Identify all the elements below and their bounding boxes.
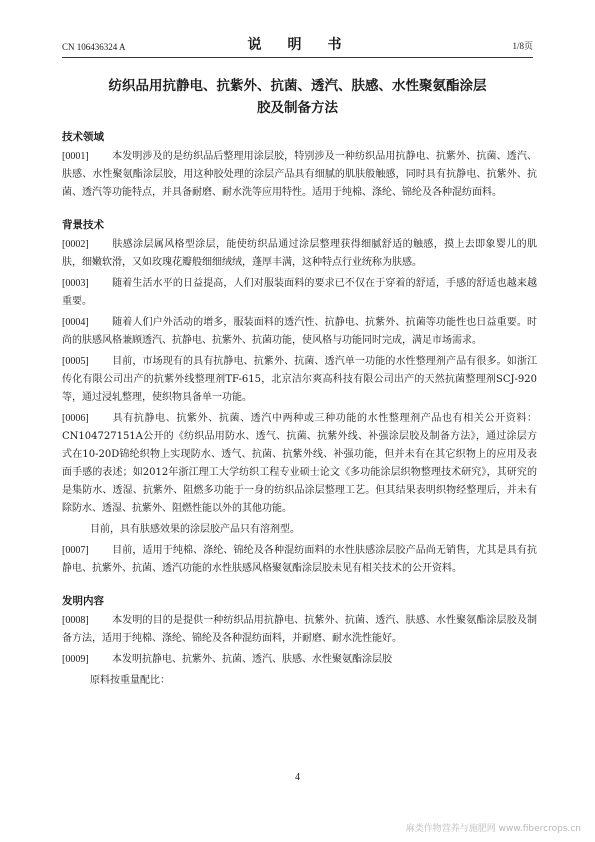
paragraph-number: [0009]: [62, 654, 89, 665]
paragraph-text: 本发明的目的是提供一种纺织品用抗静电、抗紫外、抗菌、透汽、肤感、水性聚氨酯涂层胶及制备方法，适用于纯棉、涤纶、锦纶及各种混纺面料，并耐磨、耐水洗性能好。: [62, 615, 537, 644]
paragraph-text: 目前，市场现有的具有抗静电、抗紫外、抗菌、透汽单一功能的水性整理剂产品有很多。如浙江传化有限公司出产的抗紫外线整理剂TF-615，北京洁尔爽高科技有限公司出产的天然抗菌整理剂SCJ-920等，通过浸轧整理，使织物具备单一功能。: [62, 356, 537, 403]
paragraph-0005: [62, 353, 537, 407]
paragraph-text: 随着生活水平的日益提高，人们对服装面料的要求已不仅在于穿着的舒适，手感的舒适也越来越重要。: [62, 278, 537, 307]
site-watermark: 麻类作物营养与施肥网 www.fibercrops.cn: [405, 824, 581, 834]
paragraph-number: [0004]: [62, 317, 89, 328]
paragraph-text: 随着人们户外活动的增多，服装面料的透汽性、抗静电、抗紫外、抗菌等功能性也日益重要。时尚的肤感风格兼顾透汽、抗静电、抗紫外、抗菌功能，使风格与功能同时完成，满足市场需求。: [62, 317, 537, 346]
paragraph-0003: [62, 275, 537, 311]
document-title: [62, 75, 533, 119]
paragraph-0001: [62, 148, 537, 202]
section-heading-invention: 发明内容: [62, 595, 104, 607]
section-heading-tech-field: 技术领域: [62, 131, 104, 143]
title-line-2: 胶及制备方法: [257, 100, 338, 116]
paragraph-number: [0007]: [62, 545, 89, 556]
paragraph-number: [0003]: [62, 278, 89, 289]
paragraph-unnumbered: 目前，具有肤感效果的涂层胶产品只有溶剂型。: [90, 524, 300, 535]
patent-number: CN 106436324 A: [62, 42, 126, 52]
document-type-title: 说 明 书: [247, 38, 348, 53]
paragraph-text: 目前，适用于纯棉、涤纶、锦纶及各种混纺面料的水性肤感涂层胶产品尚无销售，尤其是具有抗静电、抗紫外、抗菌、透汽功能的水性肤感风格聚氨酯涂层胶未见有相关技术的公开资料。: [62, 545, 537, 574]
document-body: [62, 128, 537, 693]
paragraph-0007: [62, 542, 537, 578]
paragraph-0009: [62, 651, 537, 669]
paragraph-number: [0002]: [62, 239, 89, 250]
paragraph-0004: [62, 314, 537, 350]
paragraph-number: [0008]: [62, 615, 89, 626]
paragraph-0002: [62, 236, 537, 272]
paragraph-number: [0001]: [62, 151, 89, 162]
paragraph-number: [0006]: [62, 413, 89, 424]
paragraph-0008: [62, 612, 537, 648]
paragraph-0006: [62, 410, 537, 518]
paragraph-ratio-intro: 原料按重量配比：: [90, 675, 170, 686]
paragraph-text: 本发明涉及的是纺织品后整理用涂层胶，特别涉及一种纺织品用抗静电、抗紫外、抗菌、透汽、肤感、水性聚氨酯涂层胶，用这种胶处理的涂层产品具有细腻的肌肤般触感，同时具有抗静电、抗紫外、抗菌、透汽等功能特点，并具备耐磨、耐水洗等应用特性。适用于纯棉、涤纶、锦纶及各种混纺面料。: [62, 151, 537, 198]
paragraph-text: 具有抗静电、抗紫外、抗菌、透汽中两种或三种功能的水性整理剂产品也有相关公开资料：CN104727151A公开的《纺织品用防水、透气、抗菌、抗紫外线、补强涂层胶及制备方法》，通过涂层方式在10-20D锦纶织物上实现防水、透气、抗菌、抗紫外线、补强功能，但并未有在其它织物上的应用及表面手感的表述；如2012年浙江理工大学纺织工程专业硕士论文《多功能涂层织物整理技术研究》，其研究的是集防水、透湿、抗紫外、阻燃多功能于一身的纺织品涂层整理工艺。但其结果表明织物经整理后，并未有除防水、透湿、抗紫外、阻燃性能以外的其他功能。: [62, 413, 537, 514]
paragraph-number: [0005]: [62, 356, 89, 367]
page-number: 4: [295, 772, 300, 783]
page-header: [62, 36, 533, 56]
section-heading-background: 背景技术: [62, 219, 104, 231]
header-divider: [62, 57, 533, 58]
paragraph-text: 本发明抗静电、抗紫外、抗菌、透汽、肤感、水性聚氨酯涂层胶: [112, 654, 392, 665]
title-line-1: 纺织品用抗静电、抗紫外、抗菌、透汽、肤感、水性聚氨酯涂层: [108, 78, 487, 94]
page-indicator: 1/8页: [512, 41, 533, 51]
paragraph-text: 肤感涂层属风格型涂层，能使纺织品通过涂层整理获得细腻舒适的触感，摸上去即象婴儿的肌肤，细嫩软滑，又如玫瑰花瓣般细细绒绒，蓬厚丰满，这种特点行业统称为肤感。: [62, 239, 537, 268]
